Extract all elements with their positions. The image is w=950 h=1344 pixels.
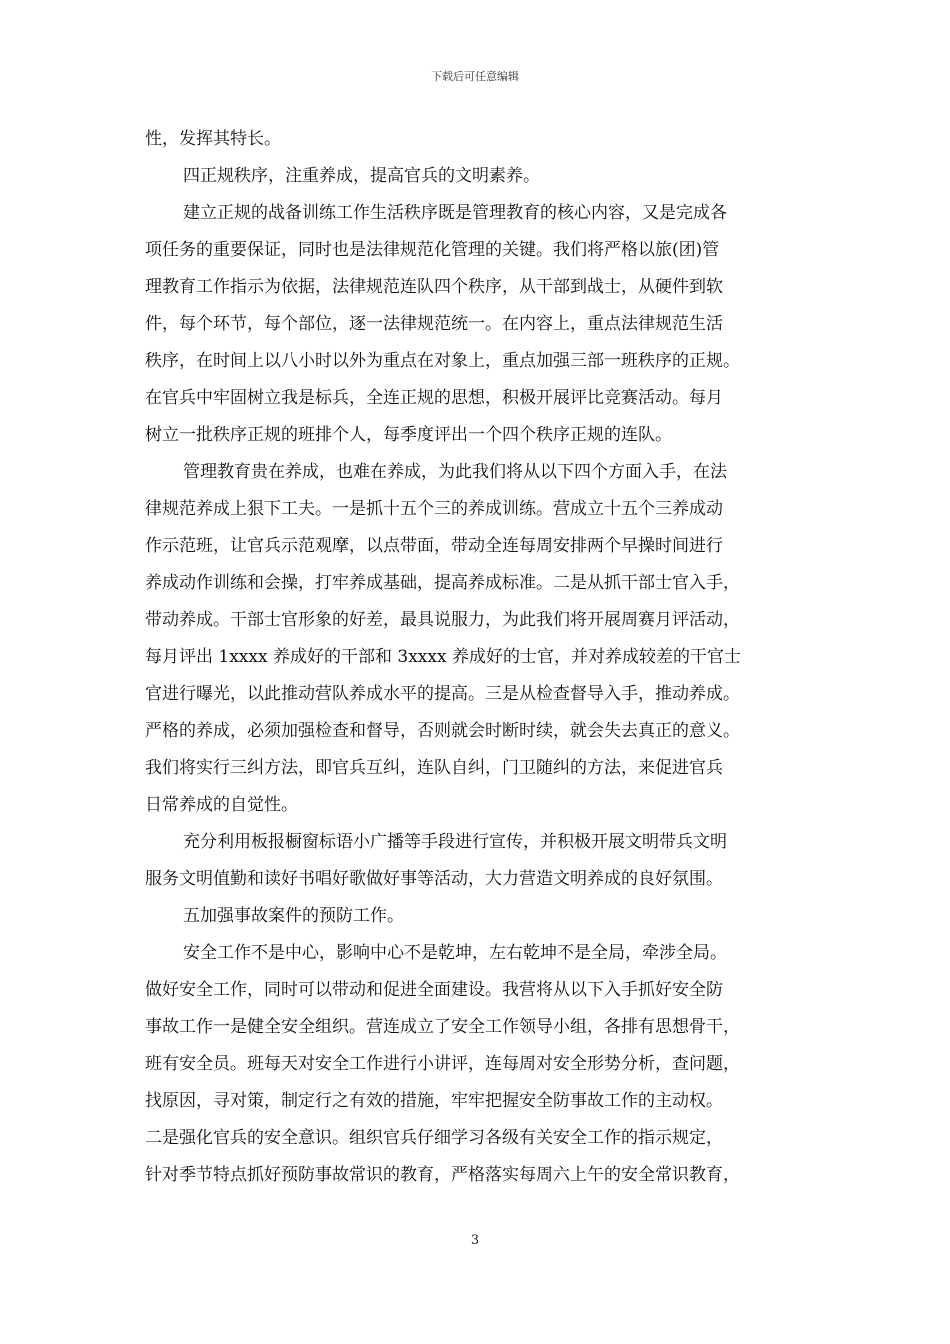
text-line: 官进行曝光，以此推动营队养成水平的提高。三是从检查督导入手，推动养成。 xyxy=(145,684,740,704)
text-line: 带动养成。干部士官形象的好差，最具说服力，为此我们将开展周赛月评活动， xyxy=(145,610,740,630)
text-line: 五加强事故案件的预防工作。 xyxy=(183,906,404,926)
text-line: 四正规秩序，注重养成，提高官兵的文明素养。 xyxy=(183,166,540,186)
text-line: 针对季节特点抓好预防事故常识的教育，严格落实每周六上午的安全常识教育， xyxy=(145,1165,740,1185)
text-line: 作示范班，让官兵示范观摩，以点带面，带动全连每周安排两个早操时间进行 xyxy=(145,536,723,556)
text-line: 建立正规的战备训练工作生活秩序既是管理教育的核心内容，又是完成各 xyxy=(183,203,727,223)
text-line: 理教育工作指示为依据，法律规范连队四个秩序，从干部到战士，从硬件到软 xyxy=(145,277,723,297)
text-line: 严格的养成，必须加强检查和督导，否则就会时断时续，就会失去真正的意义。 xyxy=(145,721,740,741)
text-line: 日常养成的自觉性。 xyxy=(145,795,298,815)
text-line: 二是强化官兵的安全意识。组织官兵仔细学习各级有关安全工作的指示规定， xyxy=(145,1128,723,1148)
text-line: 每月评出 1xxxx 养成好的干部和 3xxxx 养成好的士官，并对养成较差的干官士 xyxy=(145,647,741,667)
body-text xyxy=(145,121,807,1194)
text-line: 养成动作训练和会操，打牢养成基础，提高养成标准。二是从抓干部士官入手， xyxy=(145,573,740,593)
text-line: 秩序，在时间上以八小时以外为重点在对象上，重点加强三部一班秩序的正规。 xyxy=(145,351,740,371)
text-line: 安全工作不是中心，影响中心不是乾坤，左右乾坤不是全局，牵涉全局。 xyxy=(183,943,727,963)
text-line: 充分利用板报橱窗标语小广播等手段进行宣传，并积极开展文明带兵文明 xyxy=(183,832,727,852)
text-line: 树立一批秩序正规的班排个人，每季度评出一个四个秩序正规的连队。 xyxy=(145,425,672,445)
text-line: 服务文明值勤和读好书唱好歌做好事等活动，大力营造文明养成的良好氛围。 xyxy=(145,869,723,889)
text-line: 事故工作一是健全安全组织。营连成立了安全工作领导小组，各排有思想骨干， xyxy=(145,1017,740,1037)
page-header: 下载后可任意编辑 xyxy=(431,70,519,83)
text-line: 性，发挥其特长。 xyxy=(145,129,281,149)
text-line: 项任务的重要保证，同时也是法律规范化管理的关键。我们将严格以旅(团)管 xyxy=(145,240,720,260)
text-line: 做好安全工作，同时可以带动和促进全面建设。我营将从以下入手抓好安全防 xyxy=(145,980,723,1000)
page-number: 3 xyxy=(470,1233,480,1248)
text-line: 班有安全员。班每天对安全工作进行小讲评，连每周对安全形势分析，查问题， xyxy=(145,1054,740,1074)
text-line: 律规范养成上狠下工夫。一是抓十五个三的养成训练。营成立十五个三养成动 xyxy=(145,499,723,519)
text-line: 管理教育贵在养成，也难在养成，为此我们将从以下四个方面入手，在法 xyxy=(183,462,727,482)
text-line: 在官兵中牢固树立我是标兵，全连正规的思想，积极开展评比竞赛活动。每月 xyxy=(145,388,723,408)
text-line: 件，每个环节，每个部位，逐一法律规范统一。在内容上，重点法律规范生活 xyxy=(145,314,723,334)
text-line: 我们将实行三纠方法，即官兵互纠，连队自纠，门卫随纠的方法，来促进官兵 xyxy=(145,758,723,778)
text-line: 找原因，寻对策，制定行之有效的措施，牢牢把握安全防事故工作的主动权。 xyxy=(145,1091,723,1111)
